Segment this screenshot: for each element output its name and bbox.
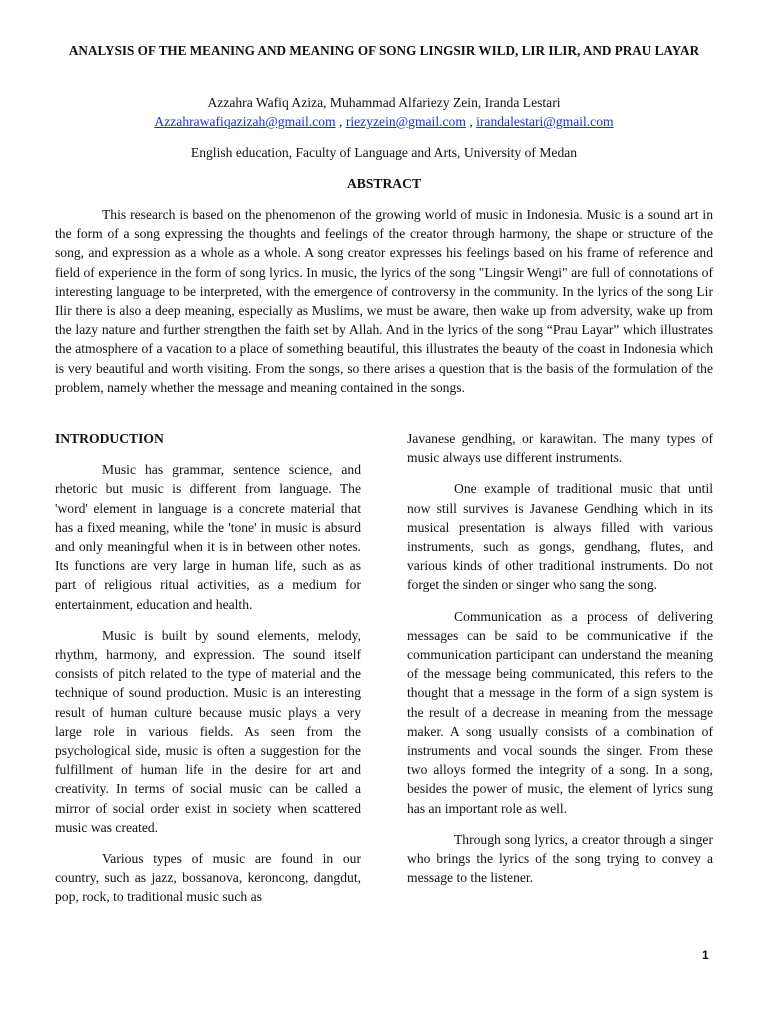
paragraph: Music is built by sound elements, melody, rhythm, harmony, and expression. The sound itself consists of pitch related to the type of material and the technique of sound production. Music is an interesting result of human culture because music plays a very large role in various fields. As seen from the psychological side, music is often a suggestion for the fulfillment of human life in the desire for art and creativity. In terms of social music can be called a mirror of social order exist in society when scattered music was created.: [55, 627, 361, 835]
paragraph: One example of traditional music that until now still survives is Javanese Gendhing which in its musical presentation is always filled with various instruments, such as gongs, gendhang, flutes, and various kinds of other traditional instruments. Do not forget the sinden or singer who sang the song.: [407, 481, 713, 593]
email-link-1[interactable]: Azzahrawafiqazizah@gmail.com: [154, 114, 336, 129]
paragraph-continuation: Javanese gendhing, or karawitan. The many types of music always use different instruments.: [407, 431, 713, 466]
introduction-heading: INTRODUCTION: [55, 431, 164, 446]
paper-title: ANALYSIS OF THE MEANING AND MEANING OF SONG LINGSIR WILD, LIR ILIR, AND PRAU LAYAR: [68, 43, 700, 58]
paragraph: Through song lyrics, a creator through a singer who brings the lyrics of the song trying to convey a message to the listener.: [407, 831, 713, 886]
email-separator: ,: [465, 114, 477, 129]
abstract-text: This research is based on the phenomenon of the growing world of music in Indonesia. Music is a sound art in the form of a song expressing the thoughts and feelings of the creator through harmony, the shape or structure of the song, and expression as a whole as a whole. A song creator expresses his feelings based on his frame of reference and field of experience in the form of song lyrics. In music, the lyrics of the song "Lingsir Wengi" are full of connotations of interesting language to be interpreted, with the emergence of controversy in the community. In the lyrics of the song Lir Ilir there is also a deep meaning, especially as Muslims, we must be aware, then wake up from adversity, wake up from the lazy nature and further strengthen the faith set by Allah. And in the lyrics of the song “Prau Layar” which illustrates the atmosphere of a vacation to a place of something beautiful, this illustrates the beauty of the coast in Indonesia which is very beautiful and worth visiting. From the songs, so there arises a question that is the basis of the formulation of the problem, namely whether the message and meaning contained in the songs.: [55, 207, 713, 395]
paragraph: Various types of music are found in our country, such as jazz, bossanova, keroncong, dangdut, pop, rock, to traditional music such as: [55, 851, 361, 905]
email-list: [40, 112, 728, 132]
author-list: Azzahra Wafiq Aziza, Muhammad Alfariezy Zein, Iranda Lestari: [207, 95, 561, 110]
page-number: 1: [702, 948, 709, 962]
email-link-2[interactable]: riezyzein@gmail.com: [345, 114, 466, 129]
left-column: [55, 429, 361, 919]
email-separator: ,: [335, 114, 346, 129]
paragraph: Music has grammar, sentence science, and rhetoric but music is different from language. The 'word' element in language is a concrete material that has a fixed meaning, while the 'tone' in music is absurd and only meaningful when it is in between other notes. Its functions are very large in human life, such as as part of religious ritual activities, as a medium for entertainment, education and health.: [55, 462, 361, 612]
abstract-heading: ABSTRACT: [346, 176, 422, 191]
right-column: [407, 429, 713, 899]
paragraph: Communication as a process of delivering messages can be said to be communicative if the communication participant can understand the meaning of the message being communicated, this refers to the thought that a message in the form of a sign system is the result of a decrease in meaning from the message maker. A song usually consists of a combination of instruments and vocal sounds the singer. From these two alloys formed the integrity of a song. In a song, besides the power of music, the element of lyrics sung has an important role as well.: [407, 608, 713, 816]
email-link-3[interactable]: irandalestari@gmail.com: [476, 114, 614, 129]
affiliation: English education, Faculty of Language and Arts, University of Medan: [190, 145, 578, 160]
